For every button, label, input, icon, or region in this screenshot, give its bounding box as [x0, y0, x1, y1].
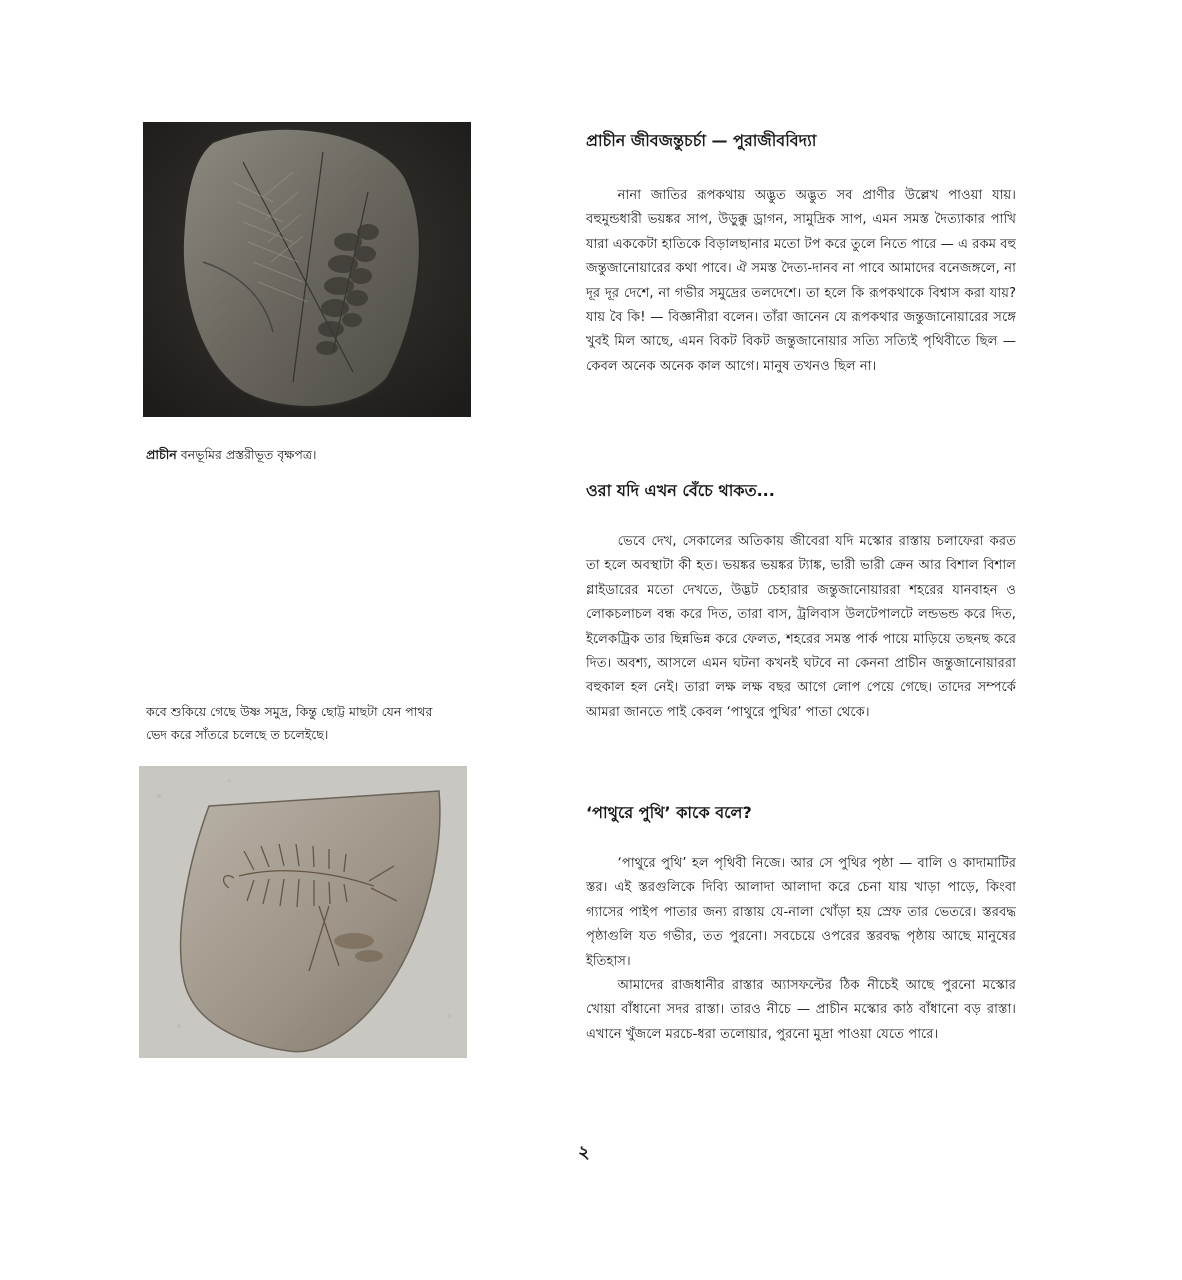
section-stone-book: [586, 802, 1016, 1047]
section-heading: প্রাচীন জীবজন্তুচর্চা — পুরাজীববিদ্যা: [586, 131, 817, 150]
leaf-fossil-caption: [146, 443, 476, 466]
section-heading: ওরা যদি এখন বেঁচে থাকত...: [586, 481, 775, 500]
section-paragraph: ভেবে দেখ, সেকালের অতিকায় জীবেরা যদি মস্কোর রাস্তায় চলাফেরা করত তা হলে অবস্থাটা কী হত। ভয়ঙ্কর ভয়ঙ্কর ট্যাঙ্ক, ভারী ভারী ক্রেন আর বিশাল বিশাল গ্লাইডারের মতো দেখতে, উদ্ভট চেহারার জন্তুজানোয়াররা শহরের যানবাহন ও লোকচলাচল বন্ধ করে দিত, তারা বাস, ট্রলিবাস উলটেপালটে লন্ডভন্ড করে দিত, ইলেকট্রিক তার ছিন্নভিন্ন করে ফেলত, শহরের সমস্ত পার্ক পায়ে মাড়িয়ে তছনছ করে দিত। অবশ্য, আসলে এমন ঘটনা কখনই ঘটবে না কেননা প্রাচীন জন্তুজানোয়াররা বহুকাল হল নেই। তারা লক্ষ লক্ষ বছর আগে লোপ পেয়ে গেছে। তাদের সম্পর্কে আমরা জানতে পাই কেবল ‘পাথুরে পুথির’ পাতা থেকে।: [586, 534, 1016, 720]
leaf-caption-bold: প্রাচীন: [146, 447, 177, 462]
section-heading: ‘পাথুরে পুথি’ কাকে বলে?: [586, 803, 752, 822]
fish-caption-line-1: কবে শুকিয়ে গেছে উষ্ণ সমুদ্র, কিন্তু ছোট্ট মাছটা যেন পাথর: [146, 704, 433, 719]
section-paragraph: আমাদের রাজধানীর রাস্তার অ্যাসফল্টের ঠিক নীচেই আছে পুরনো মস্কোর খোয়া বাঁধানো সদর রাস্তা। তারও নীচে — প্রাচীন মস্কোর কাঠ বাঁধানো বড় রাস্তা। এখানে খুঁজলে মরচে-ধরা তলোয়ার, পুরনো মুদ্রা পাওয়া যেতে পারে।: [586, 978, 1016, 1042]
section-paragraph: নানা জাতির রূপকথায় অদ্ভুত অদ্ভুত সব প্রাণীর উল্লেখ পাওয়া যায়। বহুমুন্ডধারী ভয়ঙ্কর সাপ, উড়ুক্কু ড্রাগন, সামুদ্রিক সাপ, এমন সমস্ত দৈত্যাকার পাখি যারা এককেটা হাতিকে বিড়ালছানার মতো টপ করে তুলে নিতে পারে — এ রকম বহু জন্তুজানোয়ারের কথা পাবে। ঐ সমস্ত দৈত্য-দানব না পাবে আমাদের বনেজঙ্গলে, না দূর দূর দেশে, না গভীর সমুদ্রের তলদেশে। তা হলে কি রূপকথাকে বিশ্বাস করা যায়? যায় বৈ কি! — বিজ্ঞানীরা বলেন। তাঁরা জানেন যে রূপকথার জন্তুজানোয়ারের সঙ্গে খুবই মিল আছে, এমন বিকট বিকট জন্তুজানোয়ার সত্যি সত্যিই পৃথিবীতে ছিল — কেবল অনেক অনেক কাল আগে। মানুষ তখনও ছিল না।: [586, 188, 1016, 374]
section-paragraph: ‘পাথুরে পুথি’ হল পৃথিবী নিজে। আর সে পুথির পৃষ্ঠা — বালি ও কাদামাটির স্তর। এই স্তরগুলিকে দিব্যি আলাদা আলাদা করে চেনা যায় খাড়া পাড়ে, কিংবা গ্যাসের পাইপ পাতার জন্য রাস্তায় যে-নালা খোঁড়া হয় স্রেফ তার ভেতরে। স্তরবদ্ধ পৃষ্ঠাগুলি যত গভীর, তত পুরনো। সবচেয়ে ওপরের স্তরবদ্ধ পৃষ্ঠায় আছে মানুষের ইতিহাস।: [586, 856, 1016, 969]
fish-fossil-caption: [146, 700, 486, 746]
leaf-fossil-photo: [143, 122, 471, 417]
page-number: ২: [578, 1142, 590, 1163]
fish-caption-line-2: ভেদ করে সাঁতরে চলেছে ত চলেইছে।: [146, 727, 329, 742]
section-paleontology: [586, 130, 1016, 379]
leaf-caption-text: বনভূমির প্রস্তরীভূত বৃক্ষপত্র।: [176, 447, 317, 462]
section-if-alive-now: [586, 480, 1016, 725]
fish-fossil-photo: [139, 766, 467, 1058]
